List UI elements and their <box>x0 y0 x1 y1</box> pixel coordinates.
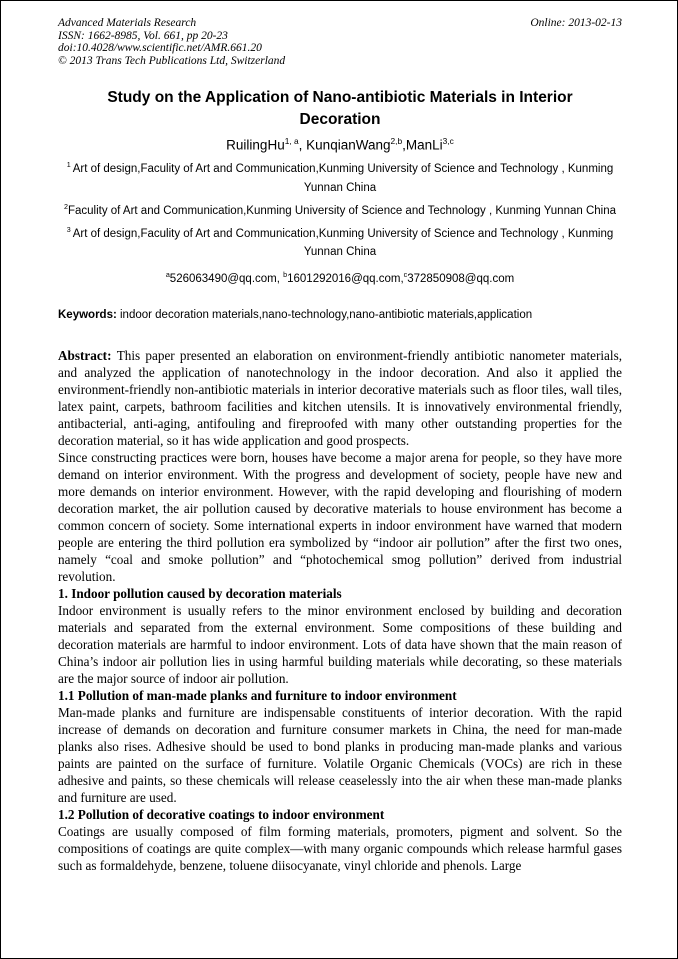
author-name: RuilingHu <box>226 137 285 153</box>
affiliation-text: Faculity of Art and Communication,Kunming University of Science and Technology , Kunming Yunnan China <box>67 204 617 217</box>
body-paragraph <box>58 823 622 874</box>
section-heading: 1. Indoor pollution caused by decoration materials <box>58 586 342 602</box>
paper-body <box>58 347 622 874</box>
paragraph-text: Man-made planks and furniture are indispensable constituents of interior decoration. With the rapid increase of demands on decoration and furniture consumer markets in China, the need for man-made planks also rises. Adhesive should be used to bond planks in producing man-made planks and various paints are painted on the surface of furniture. Volatile Organic Chemicals (VOCs) are rich in these adhesive and paints, so these chemicals will release ceaselessly into the air when these man-made planks and furniture are used. <box>58 705 622 806</box>
affiliations-block <box>58 156 622 262</box>
author-name: KunqianWang <box>306 137 391 153</box>
emails-line <box>58 271 622 285</box>
email-superscript: a <box>165 271 170 280</box>
affiliation-text: Art of design,Faculity of Art and Communication,Kunming University of Science and Technology , Kunming Yunnan China <box>72 227 614 259</box>
affiliation-line <box>58 221 622 263</box>
paper-title: Study on the Application of Nano-antibiotic Materials in Interior Decoration <box>107 89 573 129</box>
keywords-label: Keywords: <box>58 309 120 322</box>
affiliation-superscript: 2 <box>63 202 68 211</box>
paragraph-label: Abstract: <box>58 348 117 364</box>
abstract-paragraph <box>58 347 622 449</box>
email-text: 372850908@qq.com <box>407 273 515 286</box>
paragraph-text: This paper presented an elaboration on environment-friendly antibiotic nanometer materials, and analyzed the application of nanotechnology in the indoor decoration. And also it applied the environment-friendly non-antibiotic materials in interior decorative materials such as floor tiles, wall tiles, latex paint, carpets, bathroom facilities and kitchen utensils. It is innovatively environmental friendly, antibacterial, anti-aging, antifouling and fireproofed with many other outstanding properties for the decoration material, so it has wide application and good prospects. <box>58 348 623 449</box>
author-superscript: 1, a <box>284 136 299 147</box>
journal-name: Advanced Materials Research <box>58 17 197 29</box>
affiliation-line <box>58 198 622 221</box>
copyright-line: © 2013 Trans Tech Publications Ltd, Switzerland <box>58 54 286 67</box>
authors-line <box>58 136 622 153</box>
author-separator: , <box>298 137 307 153</box>
issn-line: ISSN: 1662-8985, Vol. 661, pp 20-23 <box>58 29 228 42</box>
section-heading: 1.2 Pollution of decorative coatings to indoor environment <box>58 807 385 823</box>
paragraph-text: Indoor environment is usually refers to the minor environment enclosed by building and decoration materials and separated from the external environment. Some compositions of these building and decoration materials are harmful to indoor environment. Lots of data have shown that the main reason of China’s indoor air pollution lies in using harmful building materials while decorating, so these materials are the major source of indoor air pollution. <box>58 603 622 687</box>
email-text: 1601292016@qq.com, <box>287 273 404 286</box>
author-separator: , <box>402 137 406 153</box>
affiliation-text: Art of design,Faculity of Art and Communication,Kunming University of Science and Technology , Kunming Yunnan China <box>72 162 614 194</box>
section-heading: 1.1 Pollution of man-made planks and furniture to indoor environment <box>58 688 457 704</box>
author-superscript: 2,b <box>390 136 403 147</box>
doi-line: doi:10.4028/www.scientific.net/AMR.661.20 <box>58 42 262 55</box>
affiliation-line <box>58 156 622 198</box>
affiliation-superscript: 1 <box>66 160 73 169</box>
paragraph-text: Coatings are usually composed of film forming materials, promoters, pigment and solvent. So the compositions of coatings are quite complex—with many organic compounds which release harmful gases such as formaldehyde, benzene, toluene diisocyanate, vinyl chloride and phenols. Large <box>58 824 622 874</box>
body-paragraph <box>58 449 622 585</box>
author-superscript: 3,c <box>442 136 454 147</box>
email-superscript: c <box>403 271 408 280</box>
keywords-line <box>58 309 622 321</box>
author-name: ManLi <box>405 137 443 153</box>
body-paragraph <box>58 602 622 687</box>
affiliation-superscript: 3 <box>66 225 73 234</box>
paragraph-text: Since constructing practices were born, houses have become a major arena for people, so they have more demand on interior environment. With the progress and development of society, people have new and more demands on interior environment. However, with the rapid developing and flourishing of modern decoration market, the air pollution caused by decorative materials to house environment has become a common concern of society. Some international experts in indoor environment have warned that modern people are entering the third pollution era symbolized by “indoor air pollution” after the first two ones, namely “coal and smoke pollution” and “photochemical smog pollution” derived from industrial revolution. <box>58 450 622 585</box>
email-text: 526063490@qq.com, <box>169 273 284 286</box>
journal-header <box>58 17 622 67</box>
keywords-text: indoor decoration materials,nano-technology,nano-antibiotic materials,application <box>120 309 533 322</box>
journal-header-left <box>58 17 285 67</box>
online-date: Online: 2013-02-13 <box>530 17 622 29</box>
body-paragraph <box>58 704 622 806</box>
email-superscript: b <box>283 271 288 280</box>
